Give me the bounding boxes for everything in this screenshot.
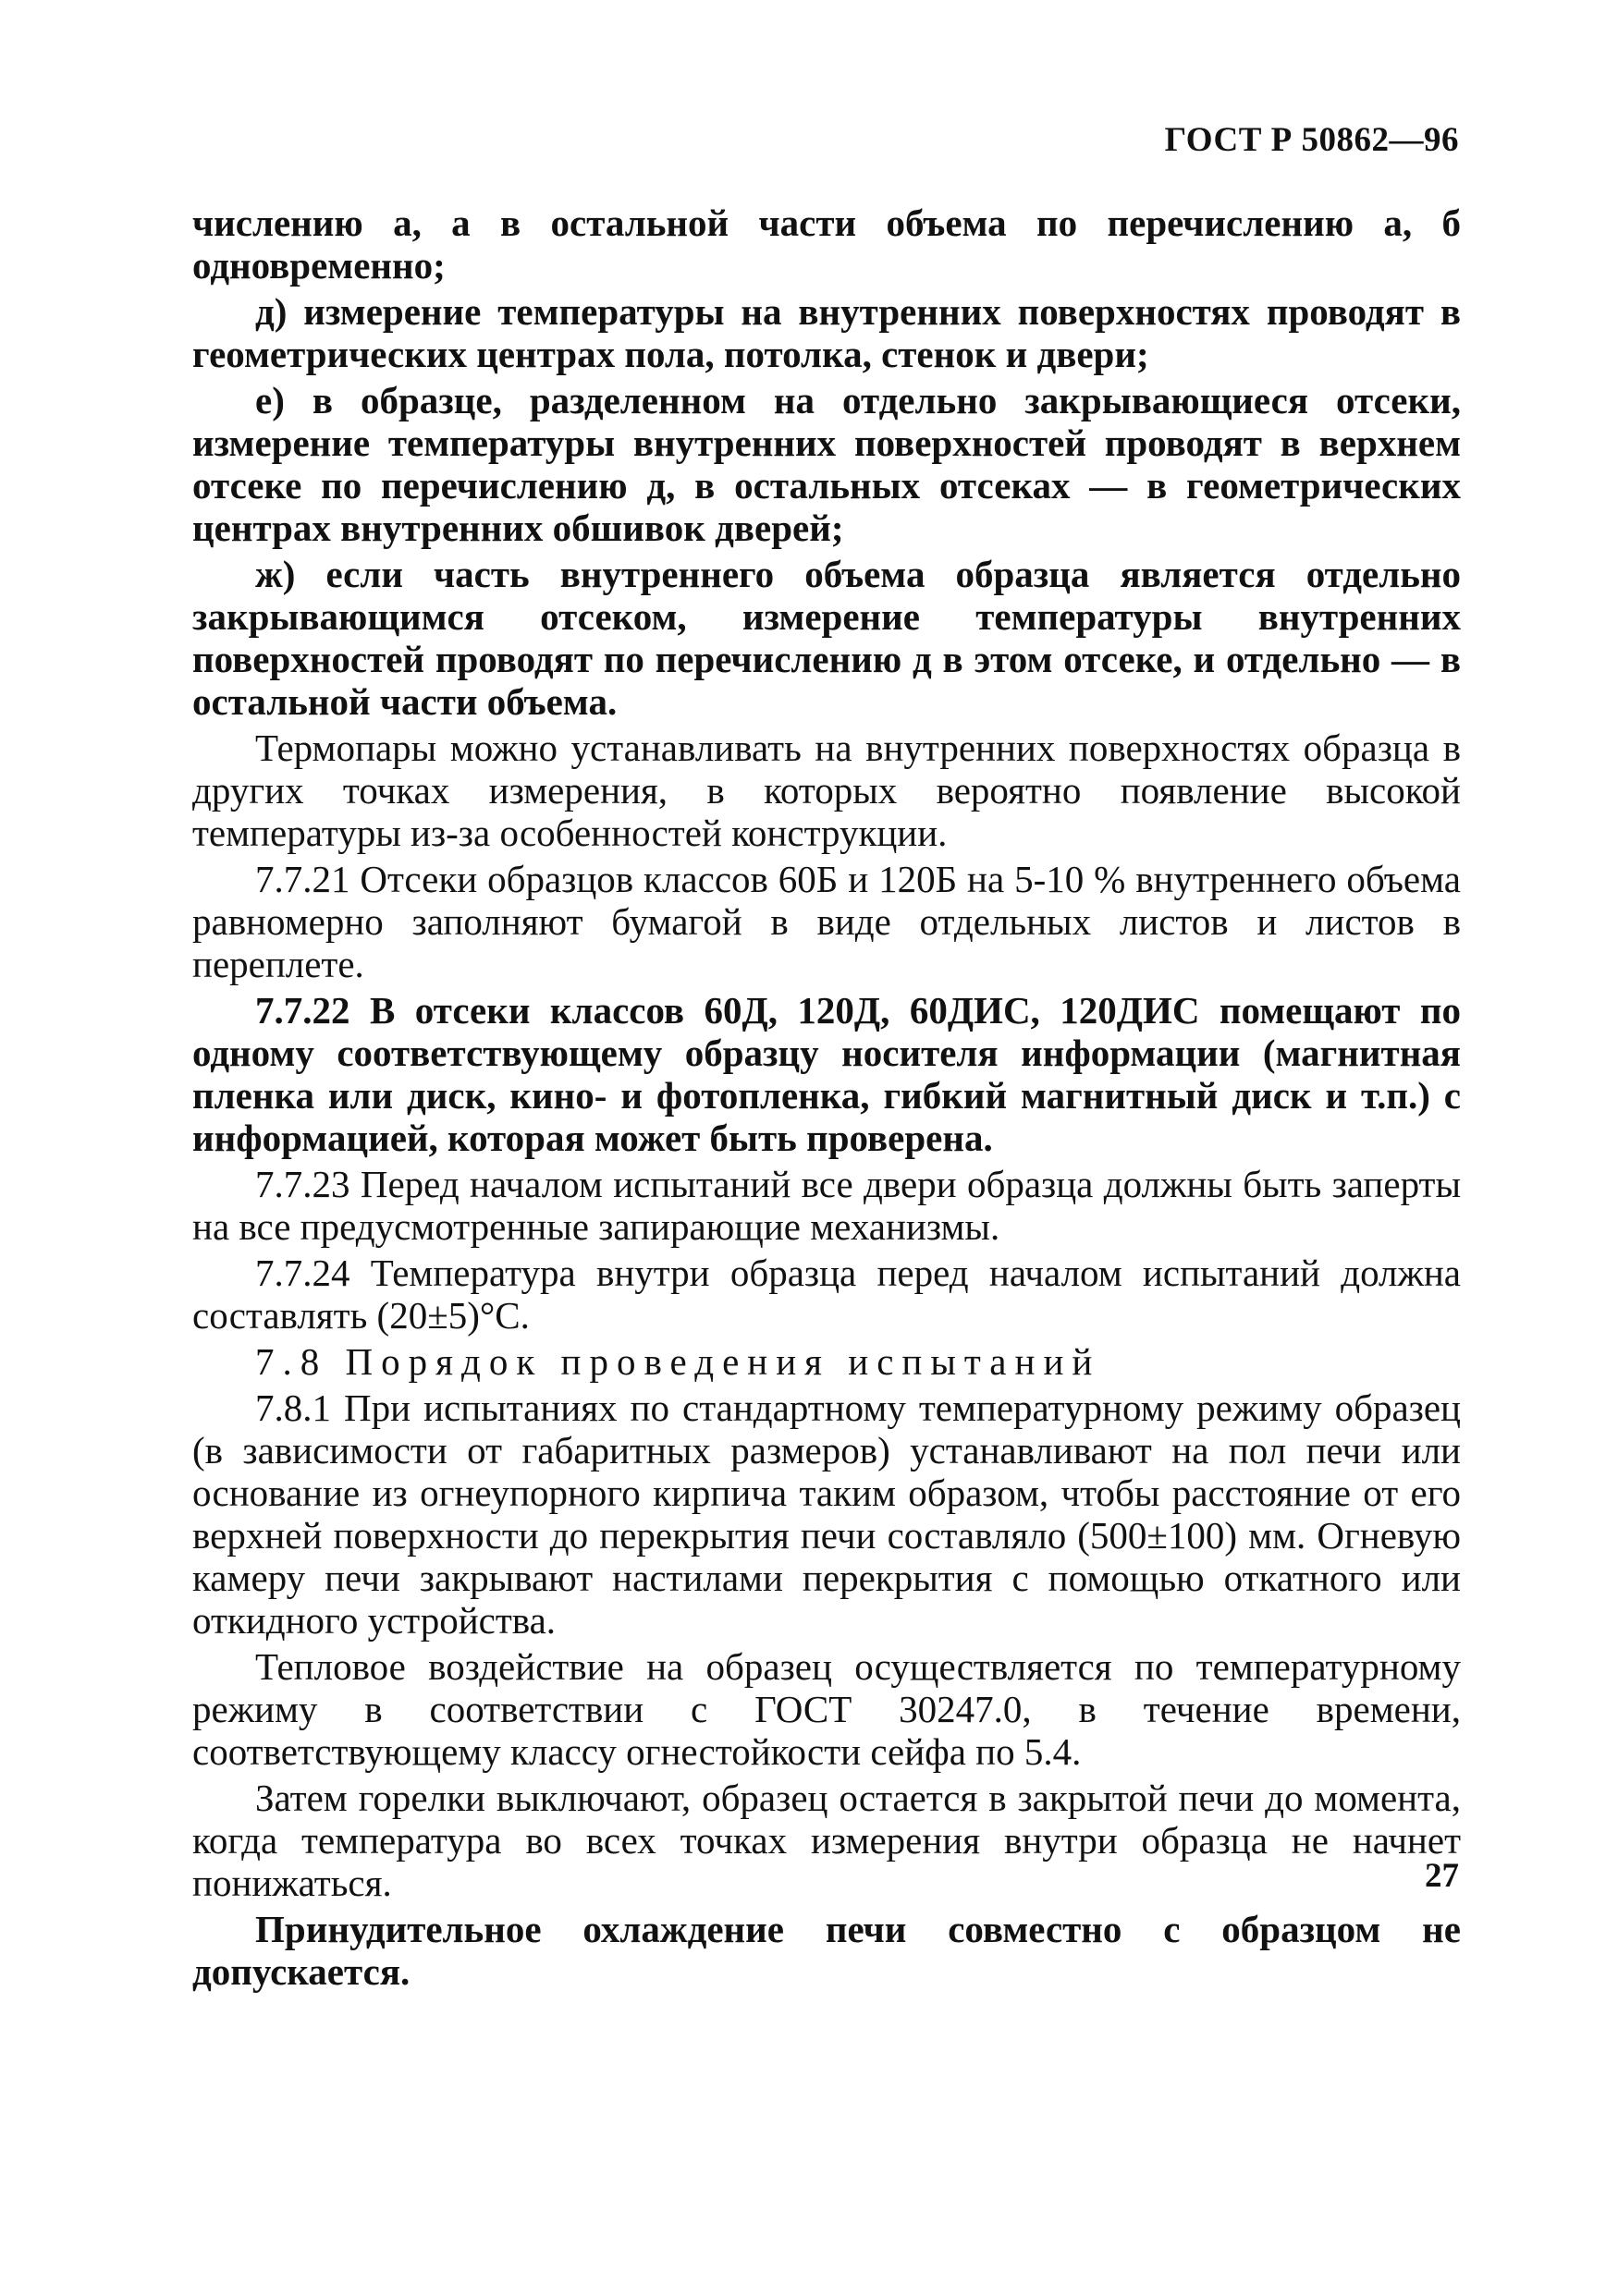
paragraph-7-7-23: 7.7.23 Перед началом испытаний все двери образца должны быть заперты на все предусмотренные запирающие механизмы. <box>192 1163 1461 1248</box>
page-number: 27 <box>1425 1857 1459 1895</box>
paragraph-7-8-1: 7.8.1 При испытаниях по стандартному температурному режиму образец (в зависимости от габаритных размеров) устанавливают на пол печи или основание из огнеупорного кирпича таким образом, чтобы расстояние от его верхней поверхности до перекрытия печи составляло (500±100) мм. Огневую камеру печи закрывают настилами перекрытия с помощью откатного или откидного устройства. <box>192 1386 1461 1642</box>
paragraph-thermocouples: Термопары можно устанавливать на внутренних поверхностях образца в других точках измерения, в которых вероятно появление высокой температуры из-за особенностей конструкции. <box>192 727 1461 854</box>
document-body <box>192 202 1461 1997</box>
paragraph-item-d: д) измерение температуры на внутренних поверхностях проводят в геометрических центрах пола, потолка, стенок и двери; <box>192 290 1461 375</box>
paragraph-7-7-22: 7.7.22 В отсеки классов 60Д, 120Д, 60ДИС, 120ДИС помещают по одному соответствующему образцу носителя информации (магнитная пленка или диск, кино- и фотопленка, гибкий магнитный диск и т.п.) с информацией, которая может быть проверена. <box>192 989 1461 1159</box>
section-heading-7-8: 7.8 Порядок проведения испытаний <box>255 1340 1101 1383</box>
paragraph-item-e: е) в образце, разделенном на отдельно закрывающиеся отсеки, измерение температуры внутренних поверхностей проводят в верхнем отсеке по перечислению д, в остальных отсеках — в геометрических центрах внутренних обшивок дверей; <box>192 379 1461 549</box>
paragraph-burners-off: Затем горелки выключают, образец остается в закрытой печи до момента, когда температура во всех точках измерения внутри образца не начнет понижаться. <box>192 1777 1461 1904</box>
paragraph-7-7-21: 7.7.21 Отсеки образцов классов 60Б и 120Б на 5-10 % внутреннего объема равномерно заполняют бумагой в виде отдельных листов и листов в переплете. <box>192 858 1461 985</box>
paragraph-forced-cooling: Принудительное охлаждение печи совместно с образцом не допускается. <box>192 1908 1461 1993</box>
paragraph-thermal-exposure: Тепловое воздействие на образец осуществляется по температурному режиму в соответствии с ГОСТ 30247.0, в течение времени, соответствующему классу огнестойкости сейфа по 5.4. <box>192 1645 1461 1773</box>
paragraph-continuation: числению а, а в остальной части объема по перечислению а, б одновременно; <box>192 202 1461 287</box>
paragraph-item-zh: ж) если часть внутреннего объема образца является отдельно закрывающимся отсеком, измерение температуры внутренних поверхностей проводят по перечислению д в этом отсеке, и отдельно — в остальной части объема. <box>192 553 1461 723</box>
document-code-header: ГОСТ Р 50862—96 <box>1164 121 1459 159</box>
paragraph-7-7-24: 7.7.24 Температура внутри образца перед началом испытаний должна составлять (20±5)°С. <box>192 1252 1461 1337</box>
